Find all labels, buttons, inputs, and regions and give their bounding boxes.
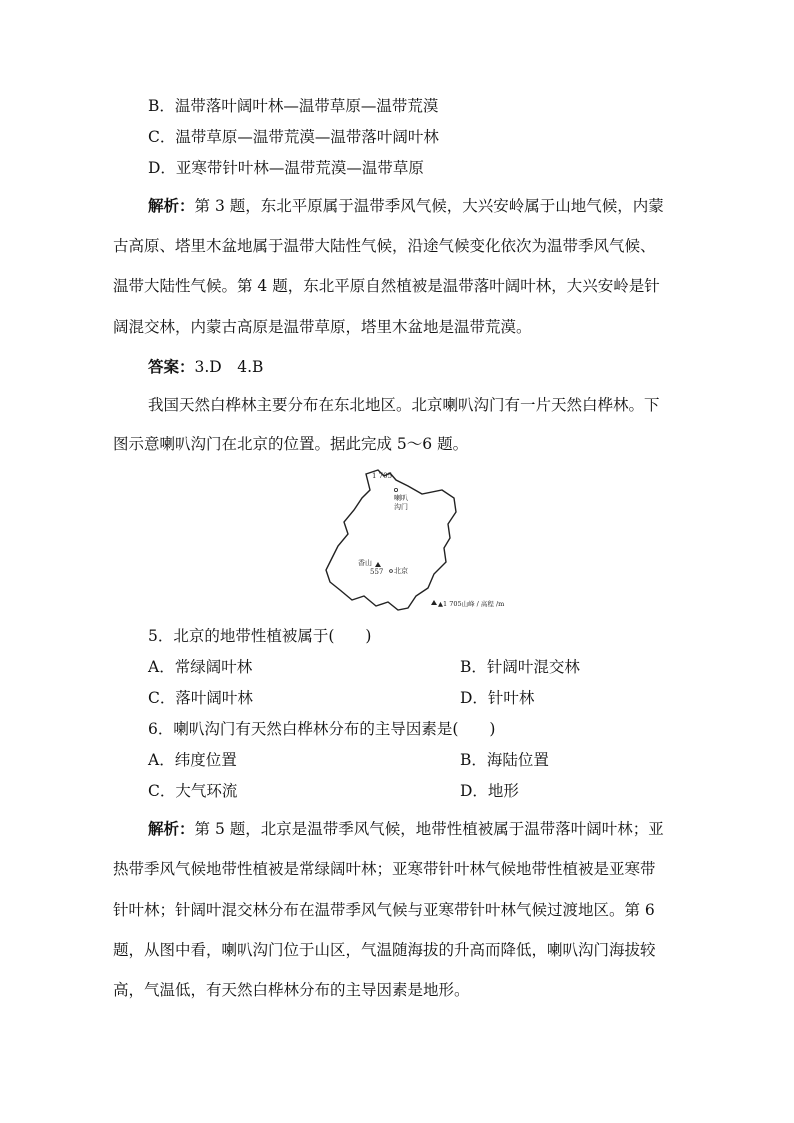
q6-stem: 6．喇叭沟门有天然白桦林分布的主导因素是( ) — [148, 720, 496, 738]
intro-56-line2: 图示意喇叭沟门在北京的位置。据此完成 5～6 题。 — [113, 435, 469, 453]
legend-peak-icon — [431, 600, 437, 605]
analysis-56-line3: 针叶林；针阔叶混交林分布在温带季风气候与亚寒带针叶林气候过渡地区。第 6 — [113, 901, 655, 919]
xiangshan-label: 香山 — [358, 559, 372, 567]
q6-option-c: C．大气环流 — [148, 782, 238, 800]
map-legend: ▲1 705山峰 / 高程 /m — [438, 600, 505, 608]
analysis-label: 解析： — [148, 819, 195, 838]
q6-option-b: B．海陆位置 — [460, 751, 549, 769]
analysis-34-line1 — [148, 196, 664, 216]
q4-option-c: C．温带草原—温带荒漠—温带落叶阔叶林 — [148, 128, 439, 146]
q5-option-b: B．针阔叶混交林 — [460, 658, 580, 676]
analysis-label: 解析： — [148, 196, 195, 215]
beijing-label: 北京 — [394, 567, 408, 575]
q5-option-c: C．落叶阔叶林 — [148, 689, 253, 707]
intro-56-line1: 我国天然白桦林主要分布在东北地区。北京喇叭沟门有一片天然白桦林。下 — [148, 396, 660, 414]
answer-label: 答案： — [148, 357, 195, 376]
analysis-56-line1 — [148, 819, 664, 839]
xiangshan-elevation: 557 — [370, 568, 384, 576]
peak-elevation-label: 1 705 — [372, 472, 393, 480]
analysis-34-line3: 温带大陆性气候。第 4 题，东北平原自然植被是温带落叶阔叶林，大兴安岭是针 — [113, 277, 660, 295]
labagoumen-point — [394, 488, 397, 491]
xiangshan-peak-icon — [375, 562, 381, 567]
map-svg — [318, 466, 513, 614]
beijing-boundary — [326, 470, 456, 610]
analysis-56-line5: 高，气温低，有天然白桦林分布的主导因素是地形。 — [113, 981, 470, 999]
q4-option-b: B．温带落叶阔叶林—温带草原—温带荒漠 — [148, 97, 439, 115]
q6-option-d: D．地形 — [460, 782, 519, 800]
q6-option-a: A．纬度位置 — [148, 751, 237, 769]
labagoumen-label-1: 喇叭 — [394, 494, 408, 502]
q5-option-d: D．针叶林 — [460, 689, 535, 707]
answer-34 — [148, 357, 263, 377]
answer-value: 3.D 4.B — [194, 358, 264, 376]
q5-stem: 5．北京的地带性植被属于( ) — [148, 627, 372, 645]
analysis-56-line2: 热带季风气候地带性植被是常绿阔叶林；亚寒带针叶林气候地带性植被是亚寒带 — [113, 860, 656, 878]
analysis-56-line4: 题，从图中看，喇叭沟门位于山区，气温随海拔的升高而降低，喇叭沟门海拔较 — [113, 941, 656, 959]
q5-option-a: A．常绿阔叶林 — [148, 658, 253, 676]
labagoumen-label-2: 沟门 — [394, 503, 408, 511]
analysis-text: 第 5 题，北京是温带季风气候，地带性植被属于温带落叶阔叶林；亚 — [194, 820, 664, 838]
beijing-location-map — [318, 466, 513, 614]
analysis-34-line2: 古高原、塔里木盆地属于温带大陆性气候，沿途气候变化依次为温带季风气候、 — [113, 237, 656, 255]
analysis-34-line4: 阔混交林，内蒙古高原是温带草原，塔里木盆地是温带荒漠。 — [113, 318, 532, 336]
q4-option-d: D．亚寒带针叶林—温带荒漠—温带草原 — [148, 159, 424, 177]
beijing-point — [390, 570, 393, 573]
analysis-text: 第 3 题，东北平原属于温带季风气候，大兴安岭属于山地气候，内蒙 — [194, 197, 664, 215]
